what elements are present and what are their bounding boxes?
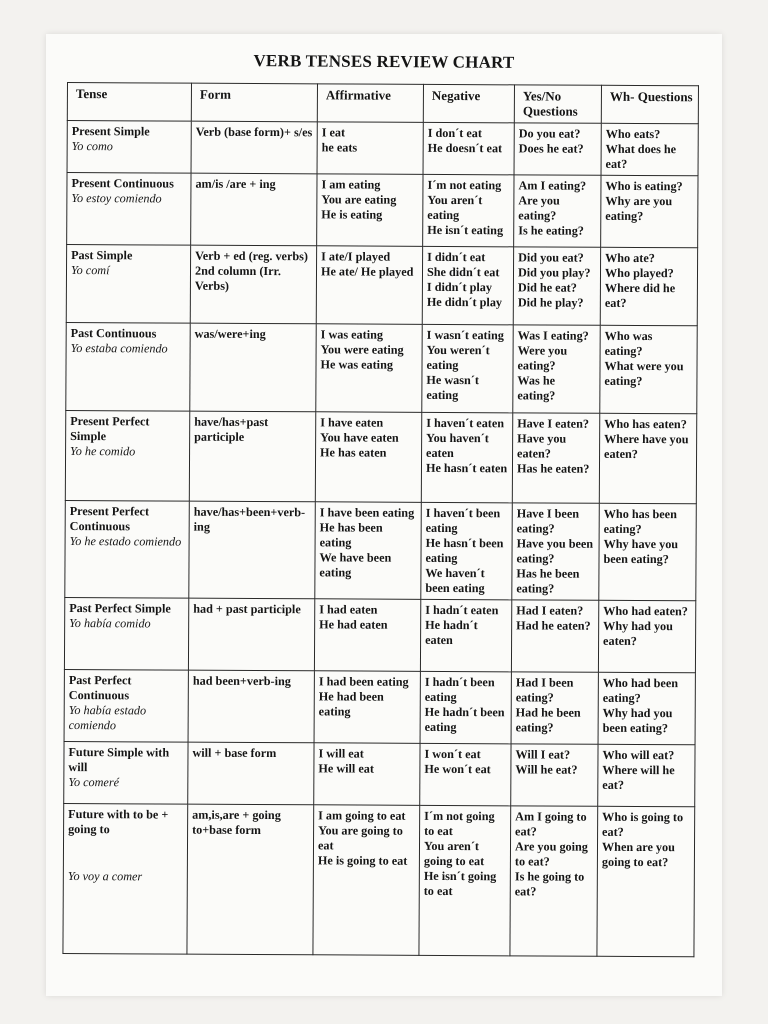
affirmative-line: He ate/ He played	[320, 264, 414, 279]
tense-cell	[66, 322, 190, 411]
yes-no-question-line: Did he eat?	[517, 280, 577, 295]
form-line: have/has+been+verb-ing	[193, 504, 306, 534]
header-form: Form	[191, 83, 317, 122]
affirmative-line: He has been eating	[319, 520, 383, 550]
negative-line: He hasn´t been eating	[425, 535, 504, 566]
wh-question-cell	[598, 744, 695, 807]
yes-no-question-cell	[511, 600, 598, 672]
affirmative-line: I was eating	[320, 327, 384, 342]
yes-no-question-line: Are you going to eat?	[514, 839, 588, 869]
yes-no-question-line: Was I eating?	[517, 328, 589, 343]
affirmative-cell	[314, 599, 420, 672]
form-cell	[189, 411, 315, 502]
tense-cell	[67, 173, 191, 246]
wh-question-line: Who is going to eat?	[602, 809, 684, 839]
negative-line: He hadn´t eaten	[425, 617, 478, 648]
yes-no-question-cell	[510, 806, 598, 956]
table-row	[67, 121, 698, 176]
yes-no-question-line: Have you eaten?	[517, 431, 567, 461]
yes-no-question-cell	[514, 123, 601, 175]
yes-no-question-line: Have I eaten?	[517, 416, 590, 431]
form-line: 2nd column (Irr. Verbs)	[194, 263, 281, 293]
affirmative-line: I am eating	[321, 177, 381, 192]
tense-name: Present Continuous	[71, 176, 174, 191]
yes-no-question-line: Was he eating?	[517, 373, 556, 403]
header-wh-questions: Wh- Questions	[601, 85, 698, 124]
wh-question-line: Who was eating?	[604, 328, 653, 359]
negative-line: You weren´t eating	[426, 342, 490, 373]
wh-question-line: Why are you eating?	[605, 193, 673, 224]
negative-line: You haven´t eaten	[426, 430, 489, 461]
wh-question-line: What were you eating?	[604, 358, 684, 389]
yes-no-question-line: Am I eating?	[518, 178, 587, 193]
form-line: Verb (base form)+ s/es	[195, 124, 313, 140]
tense-name: Past Simple	[71, 248, 133, 263]
affirmative-line: He is going to eat	[317, 853, 408, 868]
wh-question-cell	[600, 325, 697, 414]
negative-line: I hadn´t eaten	[425, 602, 499, 618]
table-row	[63, 803, 695, 956]
negative-line: You aren´t going to eat	[423, 838, 485, 869]
header-yes-no-questions: Yes/No Questions	[514, 85, 601, 123]
affirmative-cell	[317, 122, 423, 175]
tense-spanish-translation: Yo comeré	[68, 775, 120, 790]
affirmative-line: I eat	[321, 125, 346, 140]
form-line: will + base form	[192, 745, 277, 761]
affirmative-line: He had eaten	[319, 617, 388, 632]
tense-spanish-translation: Yo estoy comiendo	[71, 191, 162, 206]
table-body	[63, 121, 698, 957]
yes-no-question-cell	[511, 672, 598, 744]
tense-spanish-translation: Yo voy a comer	[67, 869, 143, 884]
table-row	[64, 669, 695, 744]
negative-cell	[420, 599, 511, 671]
wh-question-line: Who had been eating?	[602, 675, 679, 706]
wh-question-line: Who eats?	[605, 126, 661, 142]
form-line: had been+verb-ing	[192, 673, 291, 689]
wh-question-cell	[598, 672, 695, 745]
affirmative-line: You are eating	[321, 192, 397, 207]
negative-cell	[423, 174, 514, 246]
tense-spanish-translation: Yo he comido	[70, 444, 136, 459]
form-line: have/has+past participle	[194, 414, 269, 444]
affirmative-cell	[313, 805, 420, 956]
affirmative-line: I had eaten	[319, 602, 378, 617]
negative-line: I hadn´t been eating	[424, 674, 495, 705]
negative-line: I didn´t play	[426, 279, 492, 295]
wh-question-line: Who is eating?	[605, 178, 683, 194]
yes-no-question-line: Did you play?	[517, 265, 591, 280]
wh-question-line: Where did he eat?	[604, 280, 676, 310]
yes-no-question-line: Do you eat?	[518, 126, 581, 141]
tense-cell	[65, 500, 190, 598]
negative-cell	[420, 671, 511, 743]
form-cell	[187, 804, 314, 955]
form-cell	[191, 121, 317, 174]
affirmative-line: You are going to eat	[317, 823, 403, 853]
wh-question-cell	[601, 175, 698, 248]
yes-no-question-cell	[514, 175, 601, 247]
header-negative: Negative	[423, 84, 514, 122]
affirmative-cell	[316, 324, 422, 413]
negative-line: We haven´t been eating	[425, 565, 485, 596]
tense-name: Future Simple with will	[68, 745, 170, 775]
affirmative-line: He had been eating	[318, 689, 384, 719]
negative-line: He won´t eat	[424, 761, 491, 777]
tense-name: Future with to be + going to	[68, 807, 169, 837]
form-line: am,is,are + going to+base form	[192, 807, 281, 838]
yes-no-question-line: Has he eaten?	[516, 461, 590, 476]
wh-question-line: What does he eat?	[605, 141, 677, 171]
negative-cell	[422, 324, 513, 412]
yes-no-question-cell	[513, 325, 600, 413]
wh-question-cell	[597, 806, 695, 957]
tense-name: Past Perfect Simple	[69, 601, 171, 616]
negative-line: You aren´t eating	[427, 192, 483, 223]
wh-question-line: Who ate?	[605, 250, 655, 266]
affirmative-line: I had been eating	[318, 674, 409, 689]
negative-line: I won´t eat	[424, 746, 481, 762]
yes-no-question-line: Had I been eating?	[515, 675, 574, 705]
yes-no-question-line: Is he eating?	[518, 223, 584, 238]
negative-line: He hadn´t been eating	[424, 704, 505, 735]
negative-line: He doesn´t eat	[427, 140, 503, 156]
header-row	[67, 83, 698, 124]
form-cell	[189, 501, 316, 599]
wh-question-line: Why had you been eating?	[602, 705, 673, 736]
tense-cell	[63, 803, 188, 954]
tense-cell	[66, 245, 190, 324]
wh-question-cell	[601, 123, 698, 176]
yes-no-question-line: Did you eat?	[518, 250, 584, 265]
negative-line: I´m not going to eat	[424, 808, 495, 839]
tense-name: Past Perfect Continuous	[68, 673, 132, 703]
affirmative-line: You have eaten	[320, 430, 399, 445]
wh-question-line: When are you going to eat?	[601, 839, 675, 870]
tense-spanish-translation: Yo he estado comiendo	[69, 534, 182, 549]
table-row	[64, 741, 695, 806]
wh-question-cell	[598, 600, 695, 673]
affirmative-line: I am going to eat	[318, 808, 406, 823]
yes-no-question-line: Does he eat?	[518, 141, 584, 156]
negative-cell	[419, 805, 511, 955]
wh-question-cell	[599, 413, 696, 504]
affirmative-line: He was eating	[320, 357, 394, 372]
tense-spanish-translation: Yo estaba comiendo	[70, 341, 168, 356]
yes-no-question-line: Are you eating?	[518, 193, 560, 223]
negative-cell	[421, 412, 512, 502]
affirmative-cell	[316, 246, 422, 325]
affirmative-line: We have been eating	[319, 550, 392, 580]
negative-line: I haven´t been eating	[425, 505, 501, 536]
affirmative-cell	[314, 671, 420, 744]
yes-no-question-line: Will I eat?	[515, 747, 571, 762]
affirmative-cell	[314, 743, 420, 806]
affirmative-line: I have been eating	[319, 505, 415, 520]
tense-name: Present Perfect Simple	[70, 414, 150, 444]
yes-no-question-line: Had I eaten?	[516, 603, 584, 618]
yes-no-question-line: Were you eating?	[517, 343, 568, 373]
yes-no-question-line: Has he been eating?	[516, 566, 580, 596]
negative-line: He isn´t going to eat	[423, 868, 497, 899]
form-cell	[190, 323, 316, 412]
yes-no-question-cell	[513, 247, 600, 325]
negative-line: I don´t eat	[427, 125, 482, 141]
header-affirmative: Affirmative	[317, 84, 423, 123]
tense-name: Present Perfect Continuous	[69, 504, 150, 534]
affirmative-line: He has eaten	[320, 445, 387, 460]
tense-cell	[64, 669, 188, 742]
negative-line: He didn´t play	[426, 294, 503, 310]
wh-question-line: Who has been eating?	[603, 506, 677, 537]
verb-tenses-table	[62, 82, 699, 957]
yes-no-question-line: Have I been eating?	[516, 506, 580, 536]
form-cell	[188, 598, 314, 671]
yes-no-question-line: Am I going to eat?	[515, 809, 587, 839]
negative-line: I´m not eating	[427, 177, 502, 193]
wh-question-line: Where have you eaten?	[604, 431, 689, 461]
negative-cell	[423, 122, 514, 174]
negative-cell	[421, 502, 513, 599]
wh-question-line: Who had eaten?	[603, 603, 688, 619]
negative-cell	[422, 246, 513, 324]
affirmative-line: You were eating	[320, 342, 404, 357]
form-cell	[188, 742, 314, 805]
negative-line: He isn´t eating	[427, 222, 504, 238]
chart-title: VERB TENSES REVIEW CHART	[253, 51, 515, 72]
affirmative-line: I will eat	[318, 746, 364, 761]
form-cell	[188, 670, 314, 743]
tense-cell	[65, 410, 189, 501]
affirmative-line: he eats	[321, 140, 358, 155]
yes-no-question-line: Will he eat?	[515, 762, 578, 777]
negative-line: I wasn´t eating	[426, 327, 504, 343]
tense-spanish-translation: Yo había estado comiendo	[68, 703, 147, 733]
negative-line: She didn´t eat	[426, 264, 500, 280]
form-line: am/is /are + ing	[195, 176, 276, 192]
negative-line: I haven´t eaten	[426, 415, 505, 431]
affirmative-cell	[315, 412, 421, 503]
form-line: had + past participle	[193, 601, 301, 617]
wh-question-cell	[600, 247, 697, 326]
form-cell	[191, 173, 317, 246]
yes-no-question-cell	[511, 744, 598, 806]
tense-cell	[67, 121, 191, 174]
header-tense: Tense	[67, 83, 191, 122]
tense-cell	[64, 741, 188, 804]
negative-line: He wasn´t eating	[426, 372, 479, 403]
wh-question-line: Why have you been eating?	[603, 536, 679, 567]
yes-no-question-cell	[512, 503, 600, 600]
affirmative-cell	[317, 174, 423, 247]
wh-question-line: Who played?	[604, 265, 674, 281]
wh-question-line: Where will he eat?	[602, 762, 675, 792]
table-row	[65, 500, 696, 600]
negative-line: He hasn´t eaten	[425, 460, 508, 476]
table-row	[67, 173, 698, 248]
tense-spanish-translation: Yo como	[71, 139, 113, 154]
form-line: was/were+ing	[194, 326, 266, 342]
wh-question-line: Who will eat?	[602, 747, 675, 763]
tense-spanish-translation: Yo comí	[70, 263, 110, 278]
form-cell	[190, 245, 316, 324]
yes-no-question-line: Did he play?	[517, 295, 584, 310]
tense-name: Present Simple	[71, 124, 150, 139]
yes-no-question-line: Have you been eating?	[516, 536, 594, 566]
yes-no-question-line: Had he been eating?	[515, 705, 581, 735]
table-row	[66, 245, 697, 326]
table-row	[65, 410, 696, 503]
affirmative-line: He is eating	[321, 207, 383, 222]
yes-no-question-line: Is he going to eat?	[514, 869, 585, 899]
yes-no-question-cell	[512, 413, 599, 503]
negative-cell	[420, 743, 511, 805]
tense-spanish-translation: Yo había comido	[69, 616, 151, 631]
table-row	[64, 597, 695, 672]
wh-question-cell	[599, 503, 697, 601]
wh-question-line: Who has eaten?	[604, 416, 687, 432]
wh-question-line: Why had you eaten?	[603, 618, 673, 648]
affirmative-line: I have eaten	[320, 415, 384, 430]
affirmative-line: I ate/I played	[321, 249, 391, 264]
form-line: Verb + ed (reg. verbs)	[195, 248, 309, 264]
table-row	[66, 322, 697, 413]
affirmative-line: He will eat	[318, 761, 374, 776]
tense-cell	[64, 597, 188, 670]
yes-no-question-line: Had he eaten?	[516, 618, 591, 633]
affirmative-cell	[315, 502, 422, 600]
negative-line: I didn´t eat	[427, 249, 486, 265]
tense-name: Past Continuous	[70, 326, 157, 341]
